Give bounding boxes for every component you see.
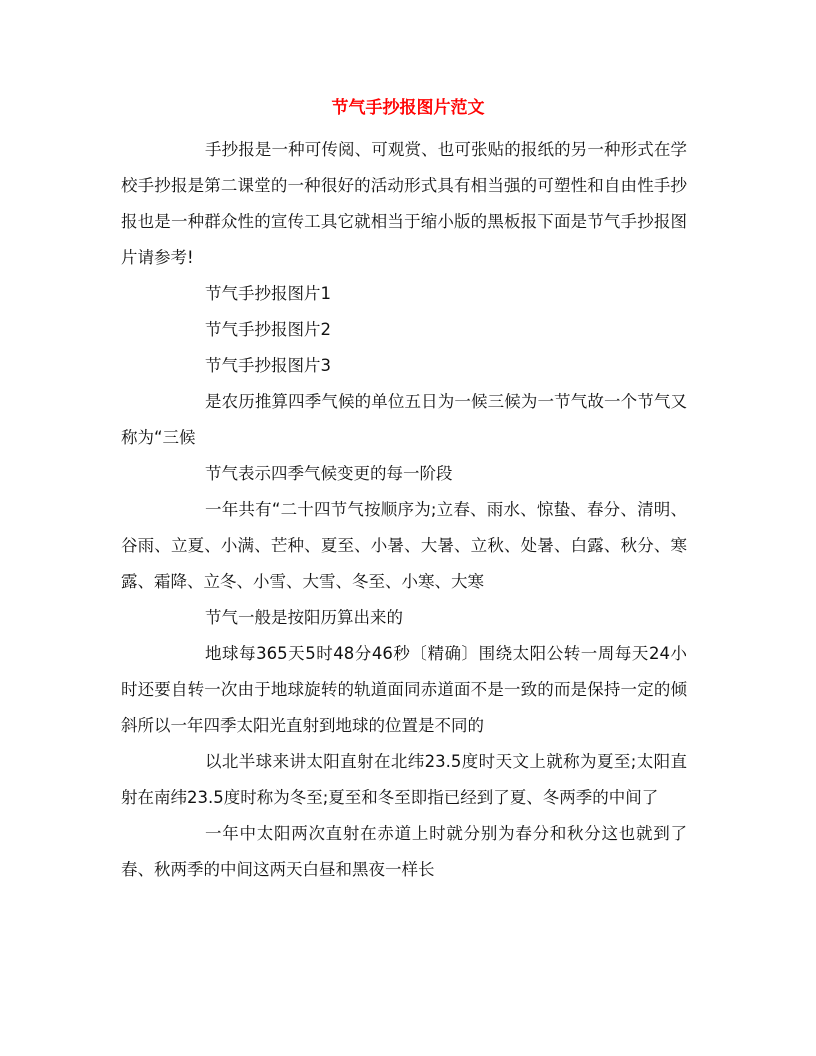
paragraph-solstices: 以北半球来讲太阳直射在北纬23.5度时天文上就称为夏至;太阳直射在南纬23.5度时称为冬至;夏至和冬至即指已经到了夏、冬两季的中间了: [121, 752, 687, 807]
document-title: 节气手抄报图片范文: [331, 98, 485, 118]
paragraph-solar-calendar: 节气一般是按阳历算出来的: [205, 608, 403, 627]
document-body: [121, 132, 687, 888]
paragraph-image-1: 节气手抄报图片1: [205, 284, 331, 303]
paragraph-solar-terms-list: 一年共有“二十四节气按顺序为;立春、雨水、惊蛰、春分、清明、谷雨、立夏、小满、芒种、夏至、小暑、大暑、立秋、处暑、白露、秋分、寒露、霜降、立冬、小雪、大雪、冬至、小寒、大寒: [121, 500, 687, 591]
paragraph-equinoxes: 一年中太阳两次直射在赤道上时就分别为春分和秋分这也就到了春、秋两季的中间这两天白昼和黑夜一样长: [121, 824, 687, 879]
paragraph-intro: 手抄报是一种可传阅、可观赏、也可张贴的报纸的另一种形式在学校手抄报是第二课堂的一种很好的活动形式具有相当强的可塑性和自由性手抄报也是一种群众性的宣传工具它就相当于缩小版的黑板报下面是节气手抄报图片请参考!: [121, 140, 687, 267]
paragraph-three-pentads: 是农历推算四季气候的单位五日为一候三候为一节气故一个节气又称为“三候: [121, 392, 687, 447]
paragraph-image-3: 节气手抄报图片3: [205, 356, 331, 375]
paragraph-image-2: 节气手抄报图片2: [205, 320, 331, 339]
paragraph-stage: 节气表示四季气候变更的每一阶段: [205, 464, 453, 483]
paragraph-earth-orbit: 地球每365天5时48分46秒〔精确〕围绕太阳公转一周每天24小时还要自转一次由于地球旋转的轨道面同赤道面不是一致的而是保持一定的倾斜所以一年四季太阳光直射到地球的位置是不同的: [121, 644, 687, 735]
